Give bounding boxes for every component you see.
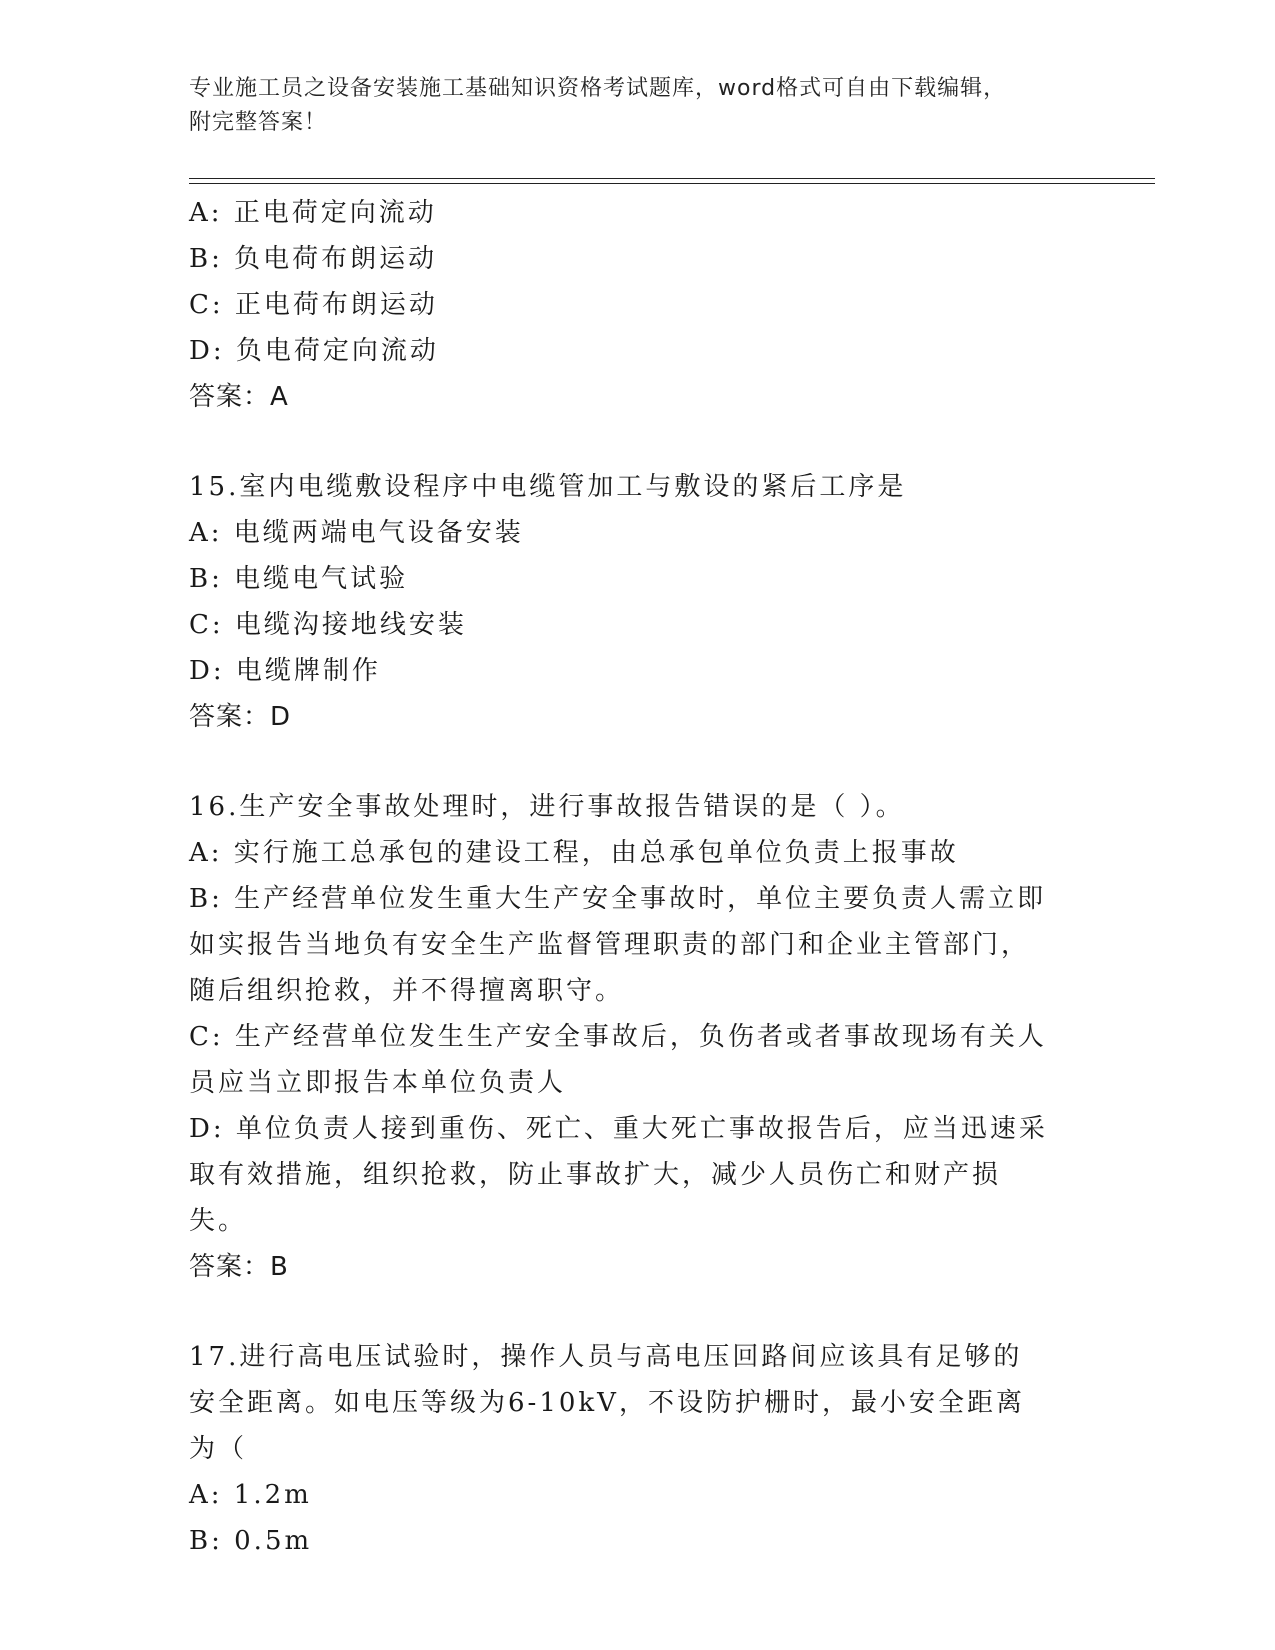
option-b: B: 生产经营单位发生重大生产安全事故时，单位主要负责人需立即如实报告当地负有安全生产监督管理职责的部门和企业主管部门，随后组织抢救，并不得擅离职守。 [189, 884, 1047, 1006]
option-b: B: 0.5m [189, 1526, 313, 1556]
header-divider-top [189, 178, 1155, 179]
answer-line: 答案：A [189, 382, 289, 412]
option-c: C: 生产经营单位发生生产安全事故后，负伤者或者事故现场有关人员应当立即报告本单位负责人 [189, 1022, 1047, 1098]
header-line-1: 专业施工员之设备安装施工基础知识资格考试题库，word格式可自由下载编辑， [189, 76, 1007, 101]
question-text: 17.进行高电压试验时，操作人员与高电压回路间应该具有足够的安全距离。如电压等级为6-10kV，不设防护栅时，最小安全距离为（ [189, 1342, 1025, 1464]
option-b: B: 电缆电气试验 [189, 564, 409, 594]
option-a: A: 电缆两端电气设备安装 [189, 518, 524, 548]
header-line-2: 附完整答案！ [189, 110, 328, 135]
question-list [189, 190, 1089, 1564]
answer-line: 答案：D [189, 702, 292, 732]
header-divider-bottom [189, 183, 1155, 184]
question-text: 16.生产安全事故处理时，进行事故报告错误的是（ ）。 [189, 792, 905, 822]
question-text: 15.室内电缆敷设程序中电缆管加工与敷设的紧后工序是 [189, 472, 907, 502]
option-a: A: 实行施工总承包的建设工程，由总承包单位负责上报事故 [189, 838, 959, 868]
option-c: C: 正电荷布朗运动 [189, 290, 438, 320]
option-d: D: 负电荷定向流动 [189, 336, 439, 366]
option-b: B: 负电荷布朗运动 [189, 244, 438, 274]
option-d: D: 单位负责人接到重伤、死亡、重大死亡事故报告后，应当迅速采取有效措施，组织抢救，防止事故扩大，减少人员伤亡和财产损失。 [189, 1114, 1048, 1236]
question-block-14 [189, 190, 1089, 420]
document-header [189, 72, 1149, 140]
answer-line: 答案：B [189, 1252, 289, 1282]
option-d: D: 电缆牌制作 [189, 656, 381, 686]
question-block-17 [189, 1334, 1089, 1564]
option-a: A: 1.2m [189, 1480, 312, 1510]
question-block-15 [189, 464, 1089, 740]
option-c: C: 电缆沟接地线安装 [189, 610, 467, 640]
question-block-16 [189, 784, 1089, 1290]
option-a: A: 正电荷定向流动 [189, 198, 437, 228]
